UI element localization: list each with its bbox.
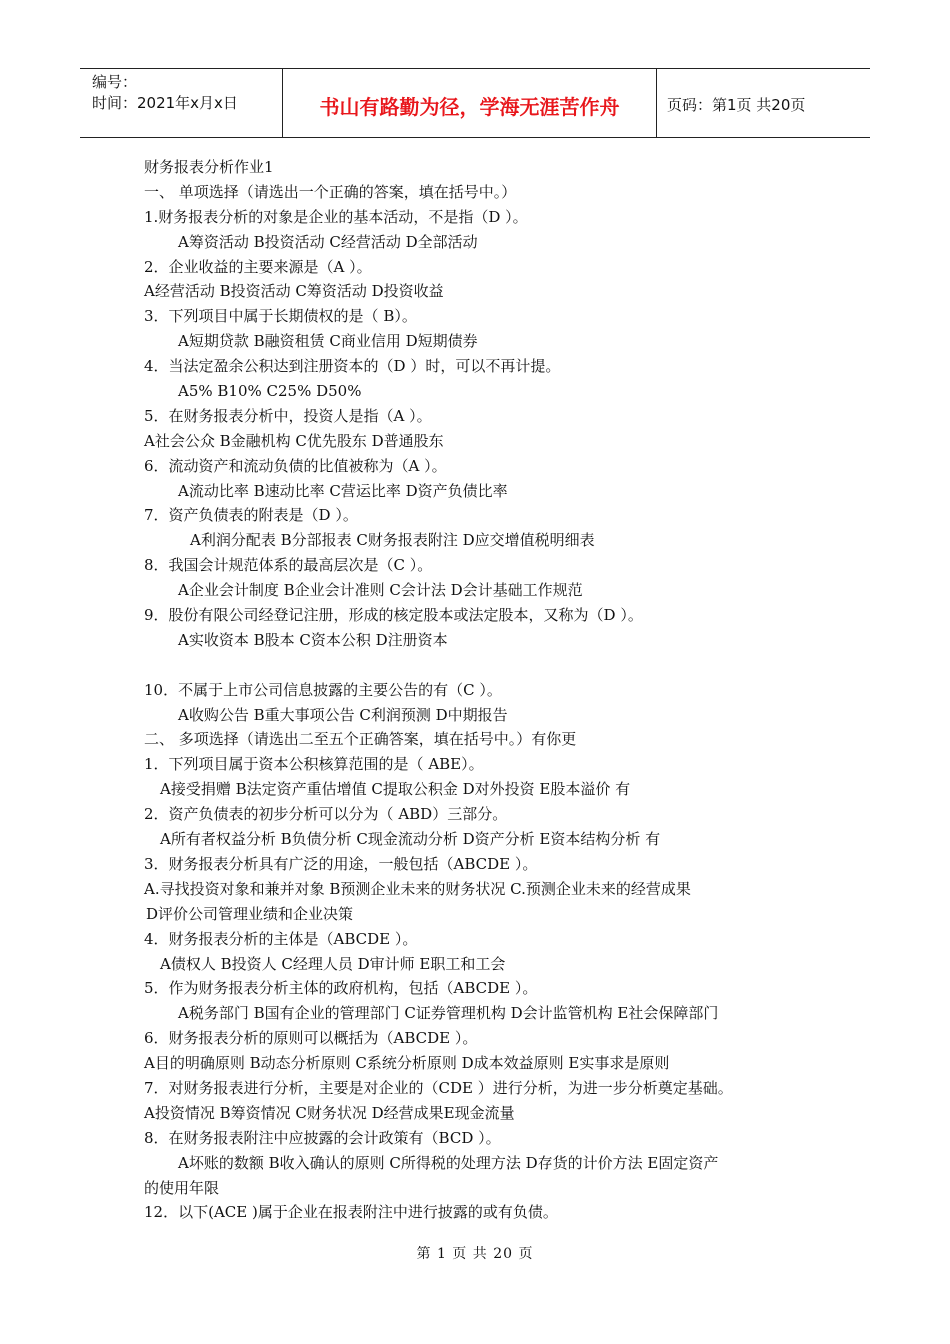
date-label: 时间：2021年x月x日: [92, 94, 238, 112]
page-header: [80, 68, 870, 138]
text-line: 3．财务报表分析具有广泛的用途，一般包括（ABCDE ）。: [144, 854, 538, 873]
text-line: 7．对财务报表进行分析，主要是对企业的（CDE ）进行分析，为进一步分析奠定基础。: [144, 1078, 733, 1097]
text-line: D评价公司管理业绩和企业决策: [146, 904, 354, 923]
text-line: 1.财务报表分析的对象是企业的基本活动，不是指（D ）。: [144, 207, 528, 226]
text-line: A投资情况 B筹资情况 C财务状况 D经营成果E现金流量: [144, 1103, 515, 1122]
text-line: 3．下列项目中属于长期债权的是（ B）。: [144, 307, 417, 326]
text-line: A利润分配表 B分部报表 C财务报表附注 D应交增值税明细表: [190, 531, 595, 550]
text-line: A税务部门 B国有企业的管理部门 C证券管理机构 D会计监管机构 E社会保障部门: [178, 1004, 719, 1023]
text-line: A所有者权益分析 B负债分析 C现金流动分析 D资产分析 E资本结构分析 有: [160, 830, 661, 849]
header-left-cell: [80, 69, 282, 137]
text-line: A实收资本 B股本 C资本公积 D注册资本: [178, 630, 448, 649]
text-line: 5．作为财务报表分析主体的政府机构，包括（ABCDE ）。: [144, 979, 538, 998]
text-line: 9．股份有限公司经登记注册，形成的核定股本或法定股本，又称为（D ）。: [144, 606, 643, 625]
text-line: A债权人 B投资人 C经理人员 D审计师 E职工和工会: [160, 954, 506, 973]
text-line: A短期贷款 B融资租赁 C商业信用 D短期债券: [178, 332, 478, 351]
text-line: 2．资产负债表的初步分析可以分为（ ABD）三部分。: [144, 805, 508, 824]
text-line: A收购公告 B重大事项公告 C利润预测 D中期报告: [178, 705, 508, 724]
text-line: 2．企业收益的主要来源是（A ）。: [144, 257, 372, 276]
text-line: 4．当法定盈余公积达到注册资本的（D ）时，可以不再计提。: [144, 357, 561, 376]
text-line: 财务报表分析作业1: [144, 158, 274, 176]
text-line: A流动比率 B速动比率 C营运比率 D资产负债比率: [178, 481, 508, 500]
text-line: 一、 单项选择（请选出一个正确的答案，填在括号中。）: [144, 182, 517, 201]
text-line: 12．以下(ACE )属于企业在报表附注中进行披露的或有负债。: [144, 1203, 558, 1222]
text-line: 6．财务报表分析的原则可以概括为（ABCDE ）。: [144, 1029, 478, 1048]
text-line: 1．下列项目属于资本公积核算范围的是（ ABE）。: [144, 755, 484, 774]
text-line: A企业会计制度 B企业会计准则 C会计法 D会计基础工作规范: [178, 581, 583, 600]
blank-line: [144, 653, 824, 678]
text-line: A目的明确原则 B动态分析原则 C系统分析原则 D成本效益原则 E实事求是原则: [144, 1054, 670, 1073]
text-line: 10．不属于上市公司信息披露的主要公告的有（C ）。: [144, 680, 502, 699]
text-line: 4．财务报表分析的主体是（ABCDE ）。: [144, 929, 418, 948]
number-label: 编号：: [92, 73, 138, 91]
document-body: [144, 155, 824, 1225]
text-line: A.寻找投资对象和兼并对象 B预测企业未来的财务状况 C.预测企业未来的经营成果: [144, 879, 691, 898]
page-info: 页码：第1页 共20页: [667, 95, 806, 114]
text-line: A5% B10% C25% D50%: [178, 382, 362, 401]
text-line: A经营活动 B投资活动 C筹资活动 D投资收益: [144, 282, 444, 301]
text-line: A筹资活动 B投资活动 C经营活动 D全部活动: [178, 232, 478, 251]
text-line: 8．在财务报表附注中应披露的会计政策有（BCD ）。: [144, 1128, 501, 1147]
motto: 书山有路勤为径，学海无涯苦作舟: [282, 69, 657, 137]
text-line: 6．流动资产和流动负债的比值被称为（A ）。: [144, 456, 447, 475]
text-line: 7．资产负债表的附表是（D ）。: [144, 506, 358, 525]
text-line: 的使用年限: [144, 1178, 220, 1197]
text-line: 二、 多项选择（请选出二至五个正确答案，填在括号中。）有你更: [144, 730, 577, 749]
text-line: 8．我国会计规范体系的最高层次是（C ）。: [144, 556, 433, 575]
text-line: A接受捐赠 B法定资产重估增值 C提取公积金 D对外投资 E股本溢价 有: [160, 780, 631, 799]
text-line: A社会公众 B金融机构 C优先股东 D普通股东: [144, 431, 444, 450]
page-footer: 第 1 页 共 20 页: [416, 1246, 534, 1262]
text-line: 5．在财务报表分析中，投资人是指（A ）。: [144, 406, 432, 425]
text-line: A坏账的数额 B收入确认的原则 C所得税的处理方法 D存货的计价方法 E固定资产: [178, 1153, 719, 1172]
